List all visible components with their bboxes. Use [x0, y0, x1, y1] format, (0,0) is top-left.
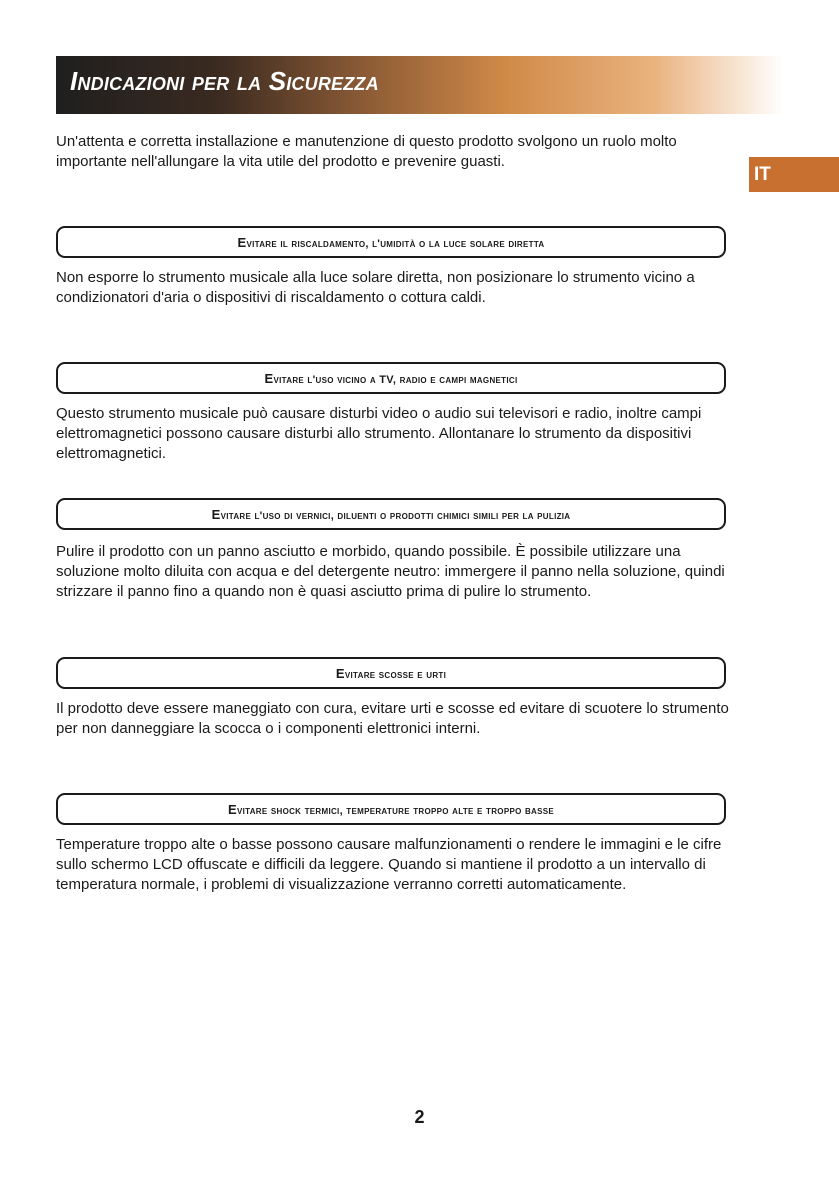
section-body-heat: Non esporre lo strumento musicale alla luce solare diretta, non posizionare lo strumento vicino a condizionatori d'aria o dispositivi di riscaldamento o cottura caldi. — [56, 269, 695, 306]
section-heading-magnetic — [56, 362, 726, 394]
section-heading-temperature — [56, 793, 726, 825]
section-heading-label: Evitare scosse e urti — [335, 665, 447, 681]
section-body-cleaning: Pulire il prodotto con un panno asciutto e morbido, quando possibile. È possibile utilizzare una soluzione molto diluita con acqua e del detergente neutro: immergere il panno nella soluzione, quindi strizzare il panno fino a quando non è quasi asciutto prima di pulire lo strumento. — [56, 543, 725, 600]
section-heading-heat — [56, 226, 726, 258]
section-heading-label: Evitare l'uso vicino a TV, radio e campi magnetici — [264, 370, 518, 386]
section-body-temperature: Temperature troppo alte o basse possono causare malfunzionamenti o rendere le immagini e le cifre sullo schermo LCD offuscate e difficili da leggere. Quando si mantiene il prodotto a un intervallo di temperatura normale, i problemi di visualizzazione verranno corretti automaticamente. — [56, 836, 722, 893]
section-title-bar — [56, 56, 784, 114]
section-heading-label: Evitare shock termici, temperature troppo alte e troppo basse — [227, 801, 555, 817]
section-body-shocks: Il prodotto deve essere maneggiato con cura, evitare urti e scosse ed evitare di scuotere lo strumento per non danneggiare la scocca o i componenti elettronici interni. — [56, 700, 729, 737]
intro-paragraph: Un'attenta e corretta installazione e manutenzione di questo prodotto svolgono un ruolo molto importante nell'allungare la vita utile del prodotto e prevenire guasti. — [56, 133, 677, 170]
section-heading-shocks — [56, 657, 726, 689]
section-body-magnetic: Questo strumento musicale può causare disturbi video o audio sui televisori e radio, inoltre campi elettromagnetici possono causare disturbi allo strumento. Allontanare lo strumento da dispositivi elettromagnetici. — [56, 405, 702, 462]
language-tab: IT — [749, 157, 839, 192]
page-title: Indicazioni per la Sicurezza — [70, 66, 379, 96]
section-heading-label: Evitare il riscaldamento, l'umidità o la luce solare diretta — [237, 234, 545, 250]
section-heading-label: Evitare l'uso di vernici, diluenti o prodotti chimici simili per la pulizia — [211, 506, 571, 522]
page-number: 2 — [414, 1107, 425, 1127]
section-heading-cleaning — [56, 498, 726, 530]
